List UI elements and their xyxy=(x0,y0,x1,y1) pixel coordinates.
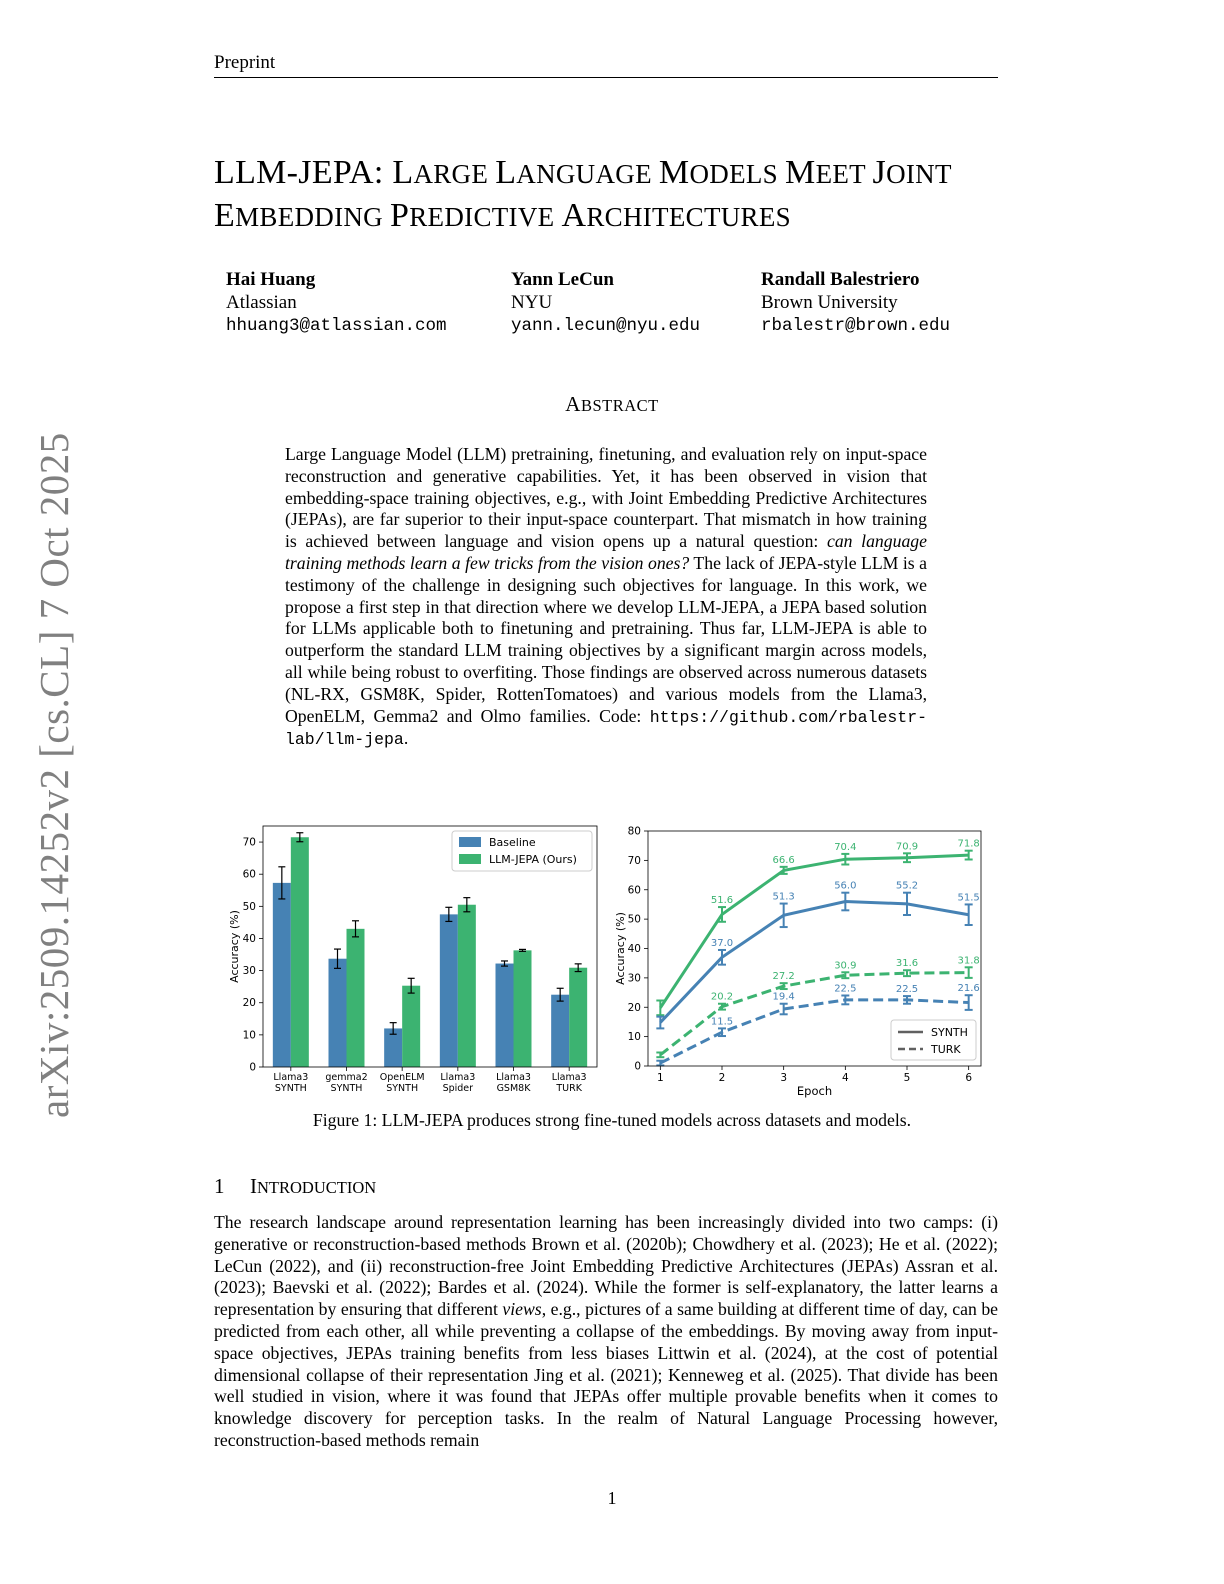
section-title-rest: NTRODUCTION xyxy=(257,1178,377,1197)
bar xyxy=(291,837,309,1067)
y-tick-label: 20 xyxy=(242,997,256,1010)
title-seg: M xyxy=(785,154,816,191)
y-tick-label: 40 xyxy=(627,943,641,955)
bar xyxy=(496,964,514,1067)
bar xyxy=(347,929,365,1067)
author-affiliation: Atlassian xyxy=(226,292,297,313)
bar xyxy=(402,986,420,1067)
data-label: 31.8 xyxy=(957,955,980,967)
page-number: 1 xyxy=(607,1488,617,1508)
y-tick-label: 30 xyxy=(242,965,256,978)
y-tick-label: 50 xyxy=(627,913,641,926)
bar xyxy=(514,950,532,1067)
line-chart xyxy=(608,818,988,1100)
title-seg: RCHITECTURES xyxy=(586,202,791,232)
title-seg: ODELS xyxy=(689,159,786,189)
x-tick-label: GSM8K xyxy=(496,1083,531,1094)
x-tick-label: OpenELM xyxy=(379,1072,425,1083)
title-seg: ANGUAGE xyxy=(516,159,659,189)
y-tick-label: 70 xyxy=(242,836,256,849)
title-seg: E xyxy=(214,197,236,234)
data-label: 70.9 xyxy=(895,841,919,853)
intro-part: , e.g., pictures of a same building at different time of day, can be predicted from each other, all while preventing a collapse of the embeddings. By moving away from input-space objectives, JEPAs training benefits from less biases Littwin et al. (2024), at the cost of potential dimensional collapse of their representation Jing et al. (2021); Kenneweg et al. (2025). That divide has been well studied in vision, where it was found that JEPAs offer multiple provable benefits when it comes to knowledge discovery for perception tasks. In the realm of Natural Language Processing however, reconstruction-based methods remain xyxy=(214,1299,999,1450)
author-email[interactable]: yann.lecun@nyu.edu xyxy=(511,316,701,336)
data-label: 31.6 xyxy=(895,958,919,970)
y-tick-label: 0 xyxy=(249,1061,256,1074)
bar xyxy=(569,968,587,1067)
author-email[interactable]: hhuang3@atlassian.com xyxy=(226,316,447,336)
x-tick-label: Spider xyxy=(442,1083,474,1094)
data-label: 30.9 xyxy=(834,960,857,972)
title-seg: L xyxy=(495,154,517,191)
intro-part: The research landscape around representation learning has been increasingly divided into two camps: (i) generative or reconstruction-based methods Brown et al. (2020b); Chowdhery et al. (2023); He et al. (2022); LeCun (2022), and (ii) reconstruction-free Joint Embedding Predictive Architectures (JEPAs) Assran et al. (2023); Baevski et al. (2022); Bardes et al. (2024). While the former is self-explanatory, the latter learns a representation by ensuring that different xyxy=(214,1212,998,1320)
abstract-question: can language training methods learn a few tricks from the vision ones? xyxy=(285,531,927,573)
bar xyxy=(440,914,458,1067)
legend-label: TURK xyxy=(931,1043,961,1056)
y-tick-label: 10 xyxy=(627,1031,641,1044)
data-label: 51.3 xyxy=(772,891,795,903)
intro-emphasis: views xyxy=(502,1299,542,1320)
y-tick-label: 60 xyxy=(242,868,256,881)
data-label: 19.4 xyxy=(772,991,795,1003)
data-label: 51.5 xyxy=(957,892,980,904)
y-tick-label: 10 xyxy=(242,1029,256,1042)
data-label: 71.8 xyxy=(957,838,980,850)
data-label: 37.0 xyxy=(710,937,734,949)
x-axis-label: Epoch xyxy=(796,1084,833,1098)
figure-caption: Figure 1: LLM-JEPA produces strong fine-tuned models across datasets and models. xyxy=(312,1110,912,1130)
title-seg: OINT xyxy=(886,159,952,189)
x-tick-label: 6 xyxy=(965,1072,973,1084)
series-line xyxy=(660,855,968,1008)
title-seg: ARGE xyxy=(413,159,496,189)
section-heading xyxy=(214,1174,376,1199)
abstract-part: The lack of JEPA-style LLM is a testimony of the challenge in designing such objectives for language. In this work, we propose a first step in that direction where we develop LLM-JEPA, a JEPA based solution for LLMs applicable both to finetuning and pretraining. Thus far, LLM-JEPA is able to outperform the standard LLM training objectives by a significant margin across models, all while being robust to overfiting. Those findings are observed across numerous datasets (NL-RX, GSM8K, Spider, RottenTomatoes) and various models from the Llama3, OpenELM, Gemma2 and Olmo families. Code: xyxy=(285,552,928,726)
title-seg: A xyxy=(561,197,587,234)
data-label: 11.5 xyxy=(710,1016,734,1028)
bar xyxy=(458,905,476,1067)
abstract-heading xyxy=(0,392,1224,417)
abstract-heading-cap: A xyxy=(565,392,581,416)
arxiv-stamp: arXiv:2509.14252v2 [cs.CL] 7 Oct 2025 xyxy=(31,432,77,1118)
x-tick-label: 3 xyxy=(780,1072,788,1084)
x-tick-label: 2 xyxy=(718,1072,726,1084)
abstract-part: . xyxy=(403,728,409,749)
y-axis-label: Accuracy (%) xyxy=(228,910,241,983)
y-axis-label: Accuracy (%) xyxy=(614,912,627,985)
data-label: 56.0 xyxy=(834,880,857,892)
abstract-part: Large Language Model (LLM) pretraining, finetuning, and evaluation rely on input-space reconstruction and generative capabilities. Yet, it has been observed in vision that embedding-space training objectives, e.g., with Joint Embedding Predictive Architectures (JEPAs), are far superior to their input-space counterpart. That mismatch in how training is achieved between language and vision opens up a natural question: xyxy=(285,444,927,552)
y-tick-label: 60 xyxy=(627,884,641,897)
data-label: 20.2 xyxy=(710,991,734,1003)
author-email[interactable]: rbalestr@brown.edu xyxy=(761,316,951,336)
author-block xyxy=(511,268,700,338)
intro-paragraph xyxy=(214,1212,998,1452)
title-seg: J xyxy=(872,154,887,191)
bar xyxy=(329,959,347,1067)
author-name: Randall Balestriero xyxy=(761,269,920,290)
author-affiliation: NYU xyxy=(511,292,553,313)
author-name: Yann LeCun xyxy=(511,269,614,290)
x-tick-label: 1 xyxy=(656,1072,664,1084)
title-seg: REDICTIVE xyxy=(409,202,562,232)
data-label: 22.5 xyxy=(895,984,919,996)
data-label: 70.4 xyxy=(834,841,857,853)
x-tick-label: 4 xyxy=(841,1072,849,1084)
x-tick-label: Llama3 xyxy=(440,1072,476,1083)
x-tick-label: Llama3 xyxy=(273,1072,309,1083)
data-label: 55.2 xyxy=(895,880,919,892)
x-tick-label: SYNTH xyxy=(274,1083,307,1094)
author-name: Hai Huang xyxy=(226,269,316,290)
data-label: 51.6 xyxy=(710,895,734,907)
legend-swatch xyxy=(459,837,481,847)
bar-chart xyxy=(226,818,606,1100)
legend-swatch xyxy=(459,854,481,864)
legend-label: Baseline xyxy=(489,836,536,849)
x-tick-label: Llama3 xyxy=(496,1072,531,1083)
title-seg: P xyxy=(390,197,410,234)
title-seg: M xyxy=(658,154,690,191)
bar xyxy=(273,883,291,1067)
author-affiliation: Brown University xyxy=(761,292,898,313)
x-tick-label: 5 xyxy=(903,1072,911,1084)
x-tick-label: gemma2 xyxy=(325,1072,368,1083)
y-tick-label: 0 xyxy=(634,1060,641,1073)
x-tick-label: Llama3 xyxy=(551,1072,587,1083)
bar xyxy=(551,995,569,1067)
x-tick-label: SYNTH xyxy=(330,1083,363,1094)
data-label: 66.6 xyxy=(772,854,795,866)
abstract-heading-rest: BSTRACT xyxy=(580,396,659,415)
code-link[interactable]: https://github.com/rbalestr-lab/llm-jepa xyxy=(285,707,927,750)
running-header: Preprint xyxy=(214,52,998,78)
y-tick-label: 50 xyxy=(242,900,256,913)
y-tick-label: 70 xyxy=(627,854,641,867)
data-label: 21.6 xyxy=(957,983,980,995)
author-block xyxy=(226,268,447,338)
y-tick-label: 40 xyxy=(242,932,256,945)
title-seg: LLM-JEPA: L xyxy=(214,154,414,191)
x-tick-label: TURK xyxy=(556,1083,582,1094)
y-tick-label: 30 xyxy=(627,972,641,985)
x-tick-label: SYNTH xyxy=(386,1083,419,1094)
paper-title xyxy=(214,152,1014,238)
data-label: 22.5 xyxy=(834,983,857,995)
legend-label: SYNTH xyxy=(931,1026,968,1039)
section-number: 1 xyxy=(214,1174,225,1198)
legend-label: LLM-JEPA (Ours) xyxy=(489,853,577,866)
abstract-text xyxy=(285,444,927,751)
title-seg: MBEDDING xyxy=(235,202,391,232)
y-tick-label: 80 xyxy=(627,825,641,838)
data-label: 27.2 xyxy=(772,971,795,983)
author-block xyxy=(761,268,950,338)
section-title-cap: I xyxy=(250,1174,257,1198)
title-seg: EET xyxy=(815,159,873,189)
y-tick-label: 20 xyxy=(627,1001,641,1014)
